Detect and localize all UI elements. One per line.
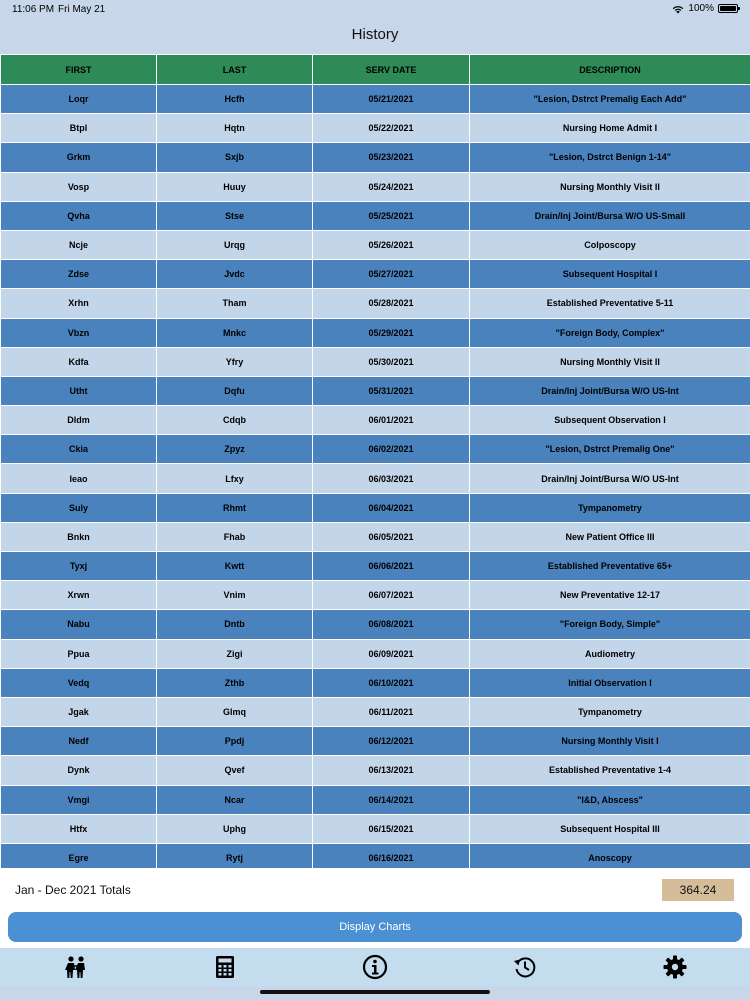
cell-serv-date: 06/02/2021 [313, 435, 470, 464]
table-row[interactable] [1, 610, 750, 639]
cell-serv-date: 06/03/2021 [313, 464, 470, 493]
cell-first: Ckia [1, 435, 157, 464]
cell-description: Subsequent Hospital I [470, 260, 750, 289]
cell-last: Vnim [157, 581, 313, 610]
cell-last: Zpyz [157, 435, 313, 464]
cell-first: Ieao [1, 464, 157, 493]
cell-first: Utht [1, 376, 157, 405]
page-title: History [351, 26, 399, 43]
status-time: 11:06 PM [12, 4, 55, 15]
table-row[interactable] [1, 493, 750, 522]
cell-serv-date: 06/01/2021 [313, 406, 470, 435]
cell-description: Nursing Home Admit I [470, 114, 750, 143]
cell-first: Ppua [1, 639, 157, 668]
cell-last: Ncar [157, 785, 313, 814]
cell-last: Zthb [157, 668, 313, 697]
cell-first: Ncje [1, 230, 157, 259]
cell-first: Btpl [1, 114, 157, 143]
table-row[interactable] [1, 406, 750, 435]
cell-serv-date: 06/14/2021 [313, 785, 470, 814]
table-row[interactable] [1, 581, 750, 610]
cell-serv-date: 05/21/2021 [313, 85, 470, 114]
calculator-icon [212, 954, 238, 980]
cell-first: Vmgi [1, 785, 157, 814]
wifi-icon [672, 4, 684, 14]
cell-serv-date: 06/11/2021 [313, 697, 470, 726]
header-description: DESCRIPTION [470, 55, 750, 85]
cell-description: New Preventative 12-17 [470, 581, 750, 610]
charts-area [0, 906, 750, 948]
cell-description: Anoscopy [470, 843, 750, 868]
cell-last: Cdqb [157, 406, 313, 435]
table-row[interactable] [1, 814, 750, 843]
cell-description: "I&D, Abscess" [470, 785, 750, 814]
header-last: LAST [157, 55, 313, 85]
cell-serv-date: 06/08/2021 [313, 610, 470, 639]
cell-last: Mnkc [157, 318, 313, 347]
table-row[interactable] [1, 668, 750, 697]
cell-first: Dldm [1, 406, 157, 435]
cell-description: Established Preventative 5-11 [470, 289, 750, 318]
cell-serv-date: 06/09/2021 [313, 639, 470, 668]
cell-first: Jgak [1, 697, 157, 726]
cell-first: Nabu [1, 610, 157, 639]
cell-last: Ppdj [157, 727, 313, 756]
table-row[interactable] [1, 435, 750, 464]
cell-last: Sxjb [157, 143, 313, 172]
table-row[interactable] [1, 230, 750, 259]
cell-first: Dynk [1, 756, 157, 785]
cell-last: Stse [157, 201, 313, 230]
gear-icon [662, 954, 688, 980]
totals-value: 364.24 [662, 879, 734, 901]
cell-description: Nursing Monthly Visit II [470, 172, 750, 201]
status-right [672, 3, 738, 14]
cell-serv-date: 06/15/2021 [313, 814, 470, 843]
cell-description: "Lesion, Dstrct Premalig Each Add" [470, 85, 750, 114]
cell-last: Urqg [157, 230, 313, 259]
tab-people[interactable] [63, 954, 89, 980]
table-row[interactable] [1, 552, 750, 581]
cell-description: Drain/Inj Joint/Bursa W/O US-Small [470, 201, 750, 230]
cell-description: Colposcopy [470, 230, 750, 259]
cell-first: Grkm [1, 143, 157, 172]
cell-serv-date: 06/04/2021 [313, 493, 470, 522]
cell-description: Drain/Inj Joint/Bursa W/O US-Int [470, 464, 750, 493]
table-row[interactable] [1, 785, 750, 814]
table-row[interactable] [1, 143, 750, 172]
cell-serv-date: 06/07/2021 [313, 581, 470, 610]
cell-last: Tham [157, 289, 313, 318]
cell-first: Vbzn [1, 318, 157, 347]
table-row[interactable] [1, 85, 750, 114]
cell-first: Xrwn [1, 581, 157, 610]
cell-last: Hcfh [157, 85, 313, 114]
cell-last: Dntb [157, 610, 313, 639]
cell-serv-date: 05/26/2021 [313, 230, 470, 259]
cell-serv-date: 05/27/2021 [313, 260, 470, 289]
history-icon [512, 954, 538, 980]
cell-description: Established Preventative 1-4 [470, 756, 750, 785]
cell-last: Rhmt [157, 493, 313, 522]
header-serv-date: SERV DATE [313, 55, 470, 85]
cell-last: Jvdc [157, 260, 313, 289]
tab-history[interactable] [512, 954, 538, 980]
cell-serv-date: 05/22/2021 [313, 114, 470, 143]
cell-first: Vosp [1, 172, 157, 201]
cell-serv-date: 06/16/2021 [313, 843, 470, 868]
battery-percent: 100% [688, 3, 714, 14]
cell-last: Qvef [157, 756, 313, 785]
cell-first: Loqr [1, 85, 157, 114]
table-row[interactable] [1, 639, 750, 668]
cell-serv-date: 06/13/2021 [313, 756, 470, 785]
cell-serv-date: 06/05/2021 [313, 522, 470, 551]
cell-last: Rytj [157, 843, 313, 868]
status-bar [0, 0, 750, 20]
header-first: FIRST [1, 55, 157, 85]
cell-first: Suly [1, 493, 157, 522]
cell-description: Tympanometry [470, 493, 750, 522]
cell-description: Subsequent Observation I [470, 406, 750, 435]
table-row[interactable] [1, 697, 750, 726]
cell-last: Lfxy [157, 464, 313, 493]
people-icon [63, 954, 89, 980]
cell-serv-date: 05/24/2021 [313, 172, 470, 201]
cell-description: Nursing Monthly Visit II [470, 347, 750, 376]
cell-description: Audiometry [470, 639, 750, 668]
display-charts-button[interactable]: Display Charts [8, 912, 742, 942]
cell-description: Initial Observation I [470, 668, 750, 697]
cell-serv-date: 05/29/2021 [313, 318, 470, 347]
cell-last: Kwtt [157, 552, 313, 581]
table-row[interactable] [1, 376, 750, 405]
cell-first: Egre [1, 843, 157, 868]
cell-first: Vedq [1, 668, 157, 697]
cell-last: Uphg [157, 814, 313, 843]
cell-description: New Patient Office III [470, 522, 750, 551]
table-row[interactable] [1, 172, 750, 201]
table-row[interactable] [1, 201, 750, 230]
cell-first: Nedf [1, 727, 157, 756]
table-row[interactable] [1, 260, 750, 289]
cell-first: Qvha [1, 201, 157, 230]
cell-description: Established Preventative 65+ [470, 552, 750, 581]
cell-description: "Foreign Body, Complex" [470, 318, 750, 347]
cell-serv-date: 06/10/2021 [313, 668, 470, 697]
cell-description: "Foreign Body, Simple" [470, 610, 750, 639]
cell-first: Xrhn [1, 289, 157, 318]
table-row[interactable] [1, 522, 750, 551]
history-table[interactable] [0, 54, 750, 868]
table-row[interactable] [1, 289, 750, 318]
table-row[interactable] [1, 843, 750, 868]
cell-serv-date: 05/31/2021 [313, 376, 470, 405]
table-row[interactable] [1, 464, 750, 493]
cell-first: Tyxj [1, 552, 157, 581]
table-row[interactable] [1, 347, 750, 376]
cell-serv-date: 05/30/2021 [313, 347, 470, 376]
cell-last: Fhab [157, 522, 313, 551]
cell-serv-date: 05/25/2021 [313, 201, 470, 230]
cell-last: Zigi [157, 639, 313, 668]
tab-settings[interactable] [662, 954, 688, 980]
tab-info[interactable] [362, 954, 388, 980]
cell-last: Huuy [157, 172, 313, 201]
cell-serv-date: 05/28/2021 [313, 289, 470, 318]
cell-last: Dqfu [157, 376, 313, 405]
table-row[interactable] [1, 114, 750, 143]
cell-serv-date: 05/23/2021 [313, 143, 470, 172]
tab-bar [0, 948, 750, 986]
cell-last: Hqtn [157, 114, 313, 143]
table-row[interactable] [1, 318, 750, 347]
cell-serv-date: 06/06/2021 [313, 552, 470, 581]
info-icon [362, 954, 388, 980]
tab-calculator[interactable] [212, 954, 238, 980]
cell-description: "Lesion, Dstrct Premalig One" [470, 435, 750, 464]
table-header-row [1, 55, 750, 85]
table-row[interactable] [1, 756, 750, 785]
cell-first: Htfx [1, 814, 157, 843]
cell-description: "Lesion, Dstrct Benign 1-14" [470, 143, 750, 172]
cell-last: Glmq [157, 697, 313, 726]
totals-label: Jan - Dec 2021 Totals [15, 883, 131, 897]
status-date: Fri May 21 [58, 4, 106, 15]
cell-first: Zdse [1, 260, 157, 289]
cell-first: Bnkn [1, 522, 157, 551]
cell-last: Yfry [157, 347, 313, 376]
cell-description: Drain/Inj Joint/Bursa W/O US-Int [470, 376, 750, 405]
cell-description: Nursing Monthly Visit I [470, 727, 750, 756]
battery-icon [718, 4, 738, 13]
cell-serv-date: 06/12/2021 [313, 727, 470, 756]
cell-description: Tympanometry [470, 697, 750, 726]
cell-description: Subsequent Hospital III [470, 814, 750, 843]
cell-first: Kdfa [1, 347, 157, 376]
table-row[interactable] [1, 727, 750, 756]
home-indicator [260, 990, 490, 994]
